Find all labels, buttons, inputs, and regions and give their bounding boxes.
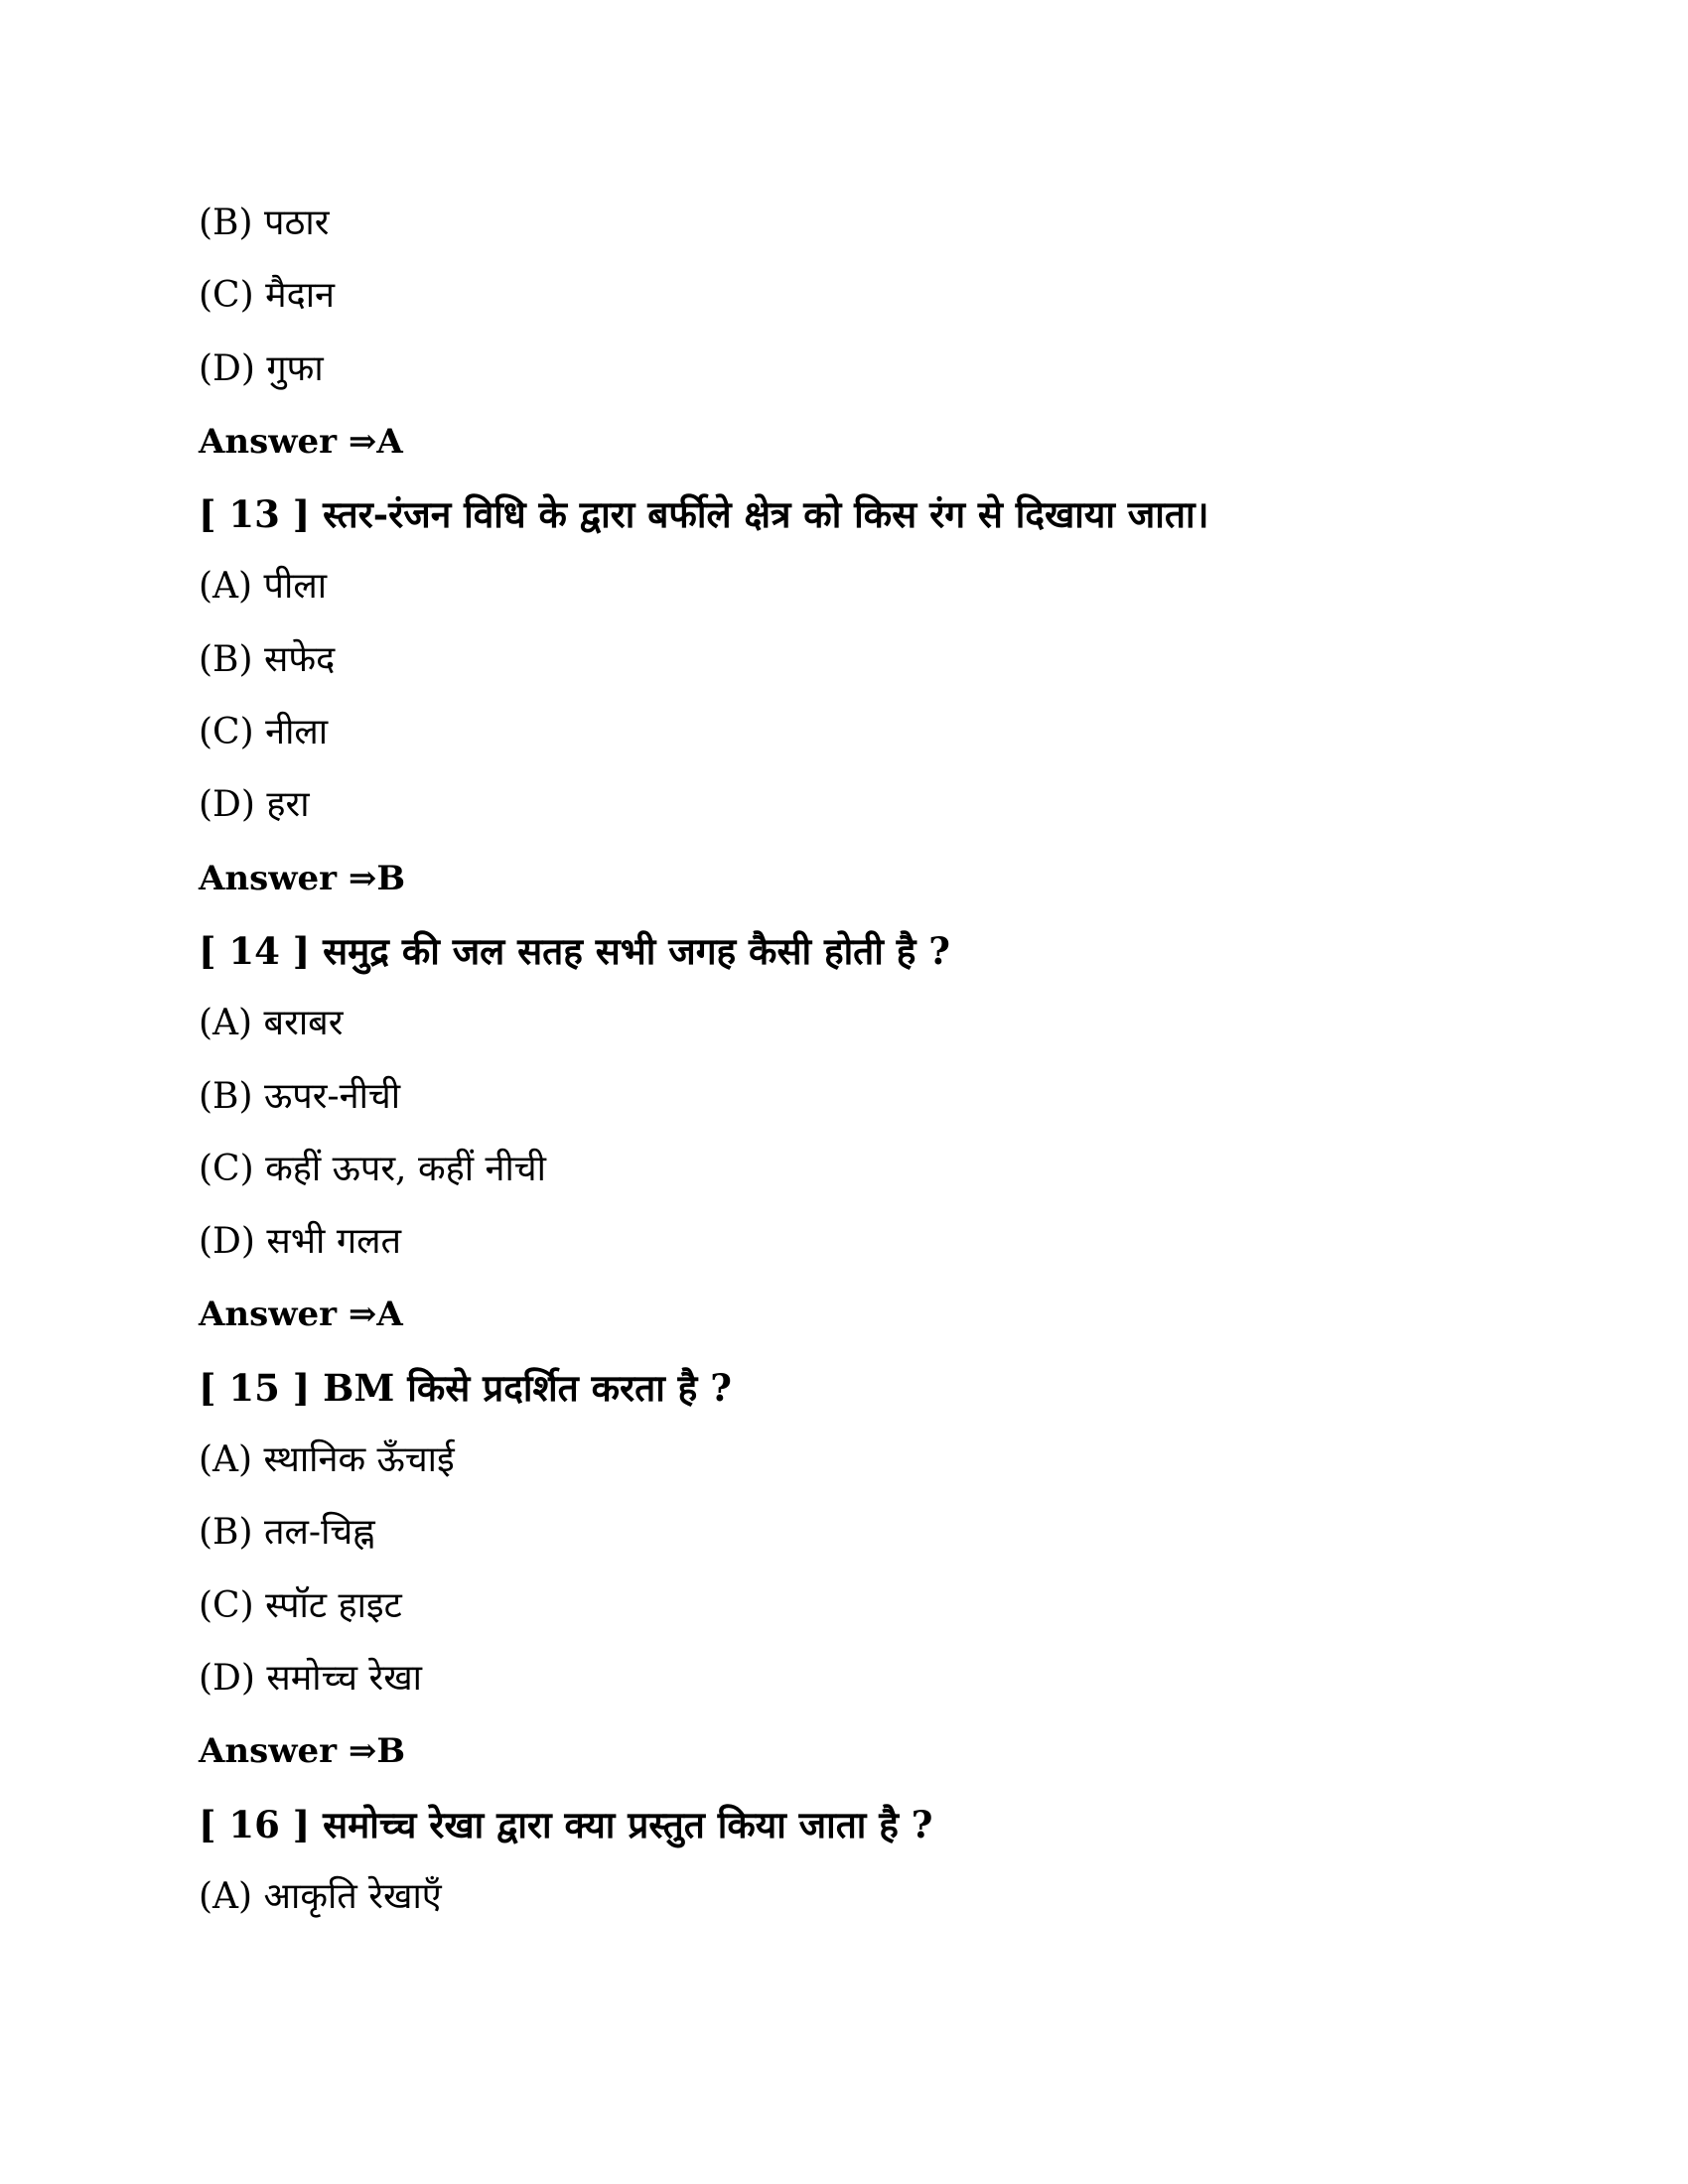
option-label: (B) [199,203,253,243]
option-text: सभी गलत [266,1221,402,1263]
question-text: BM किसे प्रदर्शित करता है ? [323,1365,732,1410]
answer-prefix: Answer [199,858,338,898]
question-text: समुद्र की जल सतह सभी जगह कैसी होती है ? [323,928,950,973]
option-b [199,194,1539,266]
answer-value: B [376,858,406,898]
option-label: (A) [199,1875,253,1917]
answer-value: A [376,1295,403,1335]
option-d [199,1649,1539,1721]
option-c [199,1140,1539,1212]
option-text: पठार [264,203,330,243]
option-b [199,1067,1539,1140]
option-a [199,994,1539,1066]
answer-line [199,412,1539,484]
option-label: (B) [199,1512,253,1554]
answer-prefix: Answer [199,1295,338,1335]
option-text: बराबर [263,1003,344,1044]
question-number: [ 16 ] [199,1802,311,1846]
option-c [199,1576,1539,1649]
option-text: कहीं ऊपर, कहीं नीची [265,1148,546,1189]
arrow-icon: ⇒ [348,858,377,898]
option-text: आकृति रेखाएँ [263,1875,442,1917]
option-label: (D) [199,347,255,389]
question-13 [199,484,1539,557]
question-14 [199,921,1539,994]
option-c [199,266,1539,339]
option-text: तल-चिह्न [264,1512,375,1554]
option-d [199,1212,1539,1285]
question-number: [ 13 ] [199,492,311,537]
option-label: (A) [199,1439,253,1481]
answer-prefix: Answer [199,421,338,462]
option-label: (B) [199,638,253,680]
option-label: (A) [199,1003,253,1044]
question-text: समोच्च रेखा द्वारा क्या प्रस्तुत किया जाता है ? [323,1802,933,1846]
option-label: (D) [199,1657,255,1699]
option-text: समोच्च रेखा [266,1657,422,1699]
option-text: गुफा [266,347,324,389]
option-label: (B) [199,1075,253,1117]
question-16 [199,1795,1539,1867]
option-text: हरा [266,784,310,826]
option-b [199,1503,1539,1575]
option-text: मैदान [265,275,336,317]
option-c [199,703,1539,775]
option-text: स्थानिक ऊँचाई [263,1439,455,1481]
option-label: (C) [199,1148,254,1189]
option-label: (A) [199,566,253,608]
option-a [199,557,1539,629]
answer-line [199,1721,1539,1794]
option-text: नीला [265,712,329,753]
answer-prefix: Answer [199,1731,338,1772]
answer-line [199,849,1539,921]
option-text: पीला [263,566,328,608]
option-label: (C) [199,275,254,317]
option-label: (D) [199,784,255,826]
question-text: स्तर-रंजन विधि के द्वारा बर्फीले क्षेत्र को किस रंग से दिखाया जाता। [323,492,1209,537]
arrow-icon: ⇒ [348,1295,377,1335]
option-a [199,1431,1539,1503]
option-b [199,630,1539,703]
option-d [199,340,1539,412]
question-number: [ 15 ] [199,1365,311,1410]
option-text: सफेद [264,638,336,680]
option-text: स्पॉट हाइट [265,1584,402,1626]
answer-value: A [376,421,403,462]
question-15 [199,1358,1539,1431]
answer-value: B [376,1731,406,1772]
document-page [199,194,1539,1940]
option-label: (D) [199,1221,255,1263]
option-label: (C) [199,1584,254,1626]
option-d [199,775,1539,848]
option-text: ऊपर-नीची [264,1075,401,1117]
option-label: (C) [199,712,254,753]
arrow-icon: ⇒ [348,421,377,462]
option-a [199,1867,1539,1940]
answer-line [199,1285,1539,1357]
question-number: [ 14 ] [199,928,311,973]
arrow-icon: ⇒ [348,1731,377,1772]
